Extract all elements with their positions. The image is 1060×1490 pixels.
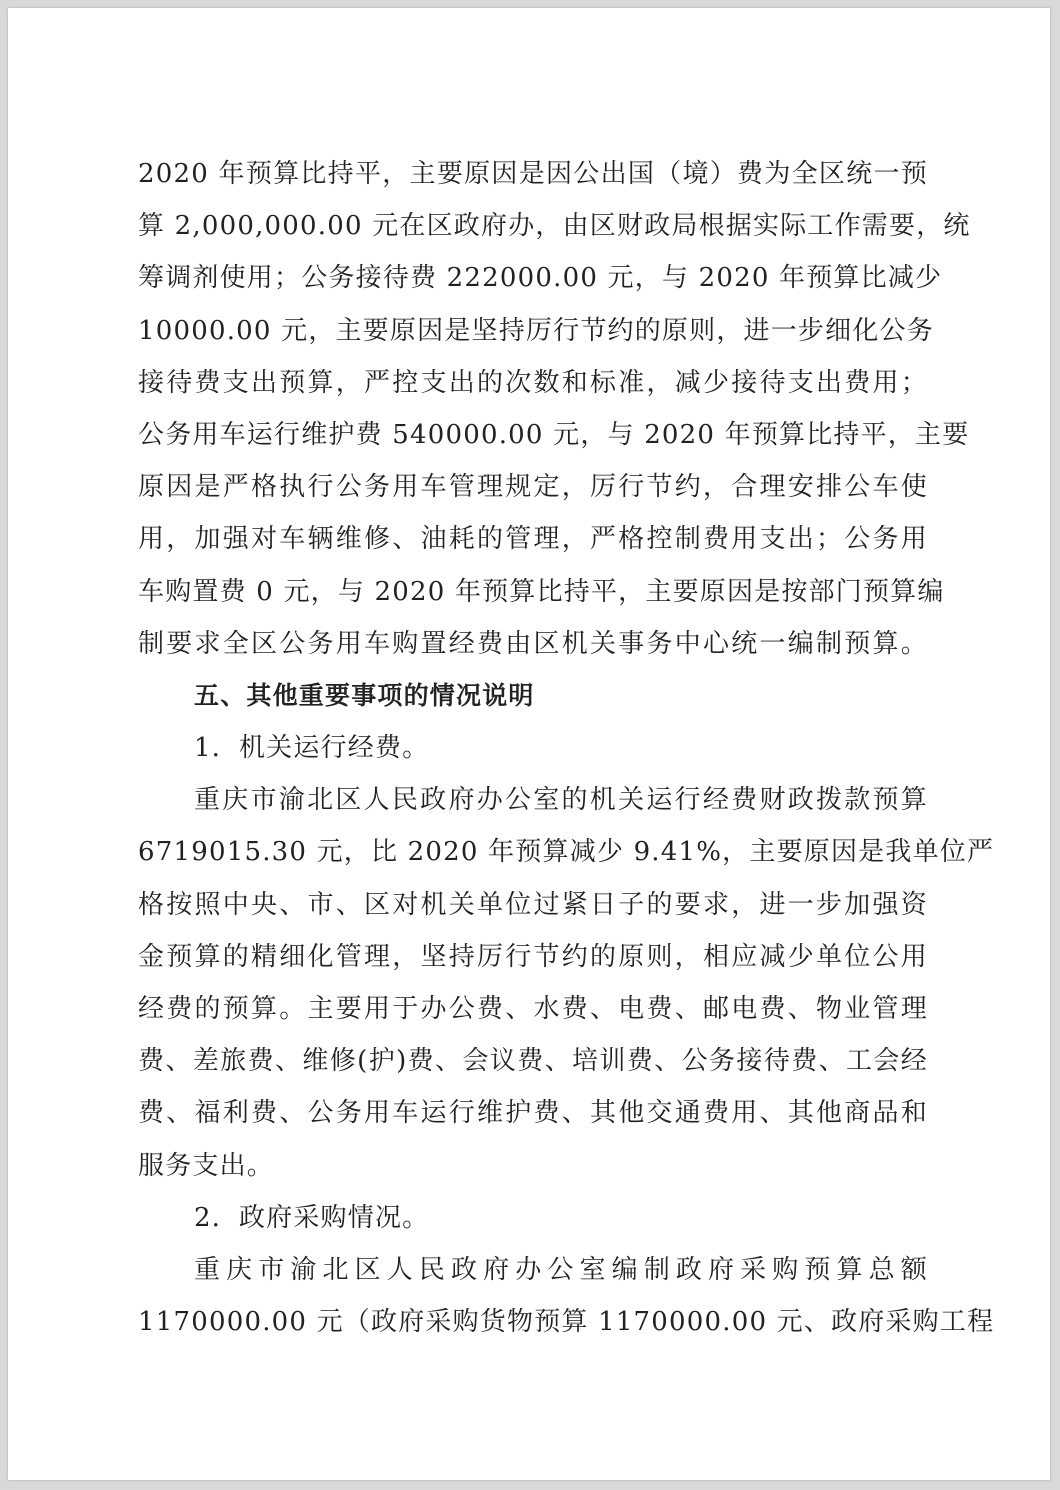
subsection-heading: 1．机关运行经费。 <box>194 733 430 764</box>
paragraph-line: 1170000.00 元（政府采购货物预算 1170000.00 元、政府采购工程 <box>138 1307 995 1338</box>
paragraph-line: 接待费支出预算，严控支出的次数和标准，减少接待支出费用； <box>138 367 928 398</box>
paragraph-line: 算 2,000,000.00 元在区政府办，由区财政局根据实际工作需要，统 <box>138 211 971 242</box>
paragraph-line: 2020 年预算比持平，主要原因是因公出国（境）费为全区统一预 <box>138 159 928 189</box>
paragraph-line: 重庆市渝北区人民政府办公室编制政府采购预算总额 <box>194 1254 928 1285</box>
paragraph-line: 费、差旅费、维修(护)费、会议费、培训费、公务接待费、工会经 <box>138 1046 928 1077</box>
paragraph-line: 6719015.30 元，比 2020 年预算减少 9.41%，主要原因是我单位严 <box>138 837 995 868</box>
section-heading: 五、其他重要事项的情况说明 <box>194 680 535 710</box>
paragraph-line: 用，加强对车辆维修、油耗的管理，严格控制费用支出；公务用 <box>138 524 928 555</box>
document-page <box>8 8 1050 1480</box>
paragraph-line: 原因是严格执行公务用车管理规定，厉行节约，合理安排公车使 <box>138 472 928 503</box>
paragraph-line: 费、福利费、公务用车运行维护费、其他交通费用、其他商品和 <box>138 1098 928 1129</box>
paragraph-line: 筹调剂使用；公务接待费 222000.00 元，与 2020 年预算比减少 <box>138 263 943 294</box>
paragraph-line: 格按照中央、市、区对机关单位过紧日子的要求，进一步加强资 <box>138 889 928 920</box>
paragraph-line: 经费的预算。主要用于办公费、水费、电费、邮电费、物业管理 <box>138 994 928 1024</box>
paragraph-line: 金预算的精细化管理，坚持厉行节约的原则，相应减少单位公用 <box>138 941 928 972</box>
paragraph-line: 服务支出。 <box>138 1150 275 1181</box>
paragraph-line: 重庆市渝北区人民政府办公室的机关运行经费财政拨款预算 <box>194 785 928 816</box>
paragraph-line: 公务用车运行维护费 540000.00 元，与 2020 年预算比持平，主要 <box>138 419 970 450</box>
paragraph-line: 制要求全区公务用车购置经费由区机关事务中心统一编制预算。 <box>138 628 928 659</box>
subsection-heading: 2．政府采购情况。 <box>194 1202 430 1233</box>
document-body <box>138 148 995 1348</box>
paragraph-line: 车购置费 0 元，与 2020 年预算比持平，主要原因是按部门预算编 <box>138 576 945 607</box>
paragraph-line: 10000.00 元，主要原因是坚持厉行节约的原则，进一步细化公务 <box>138 315 934 346</box>
